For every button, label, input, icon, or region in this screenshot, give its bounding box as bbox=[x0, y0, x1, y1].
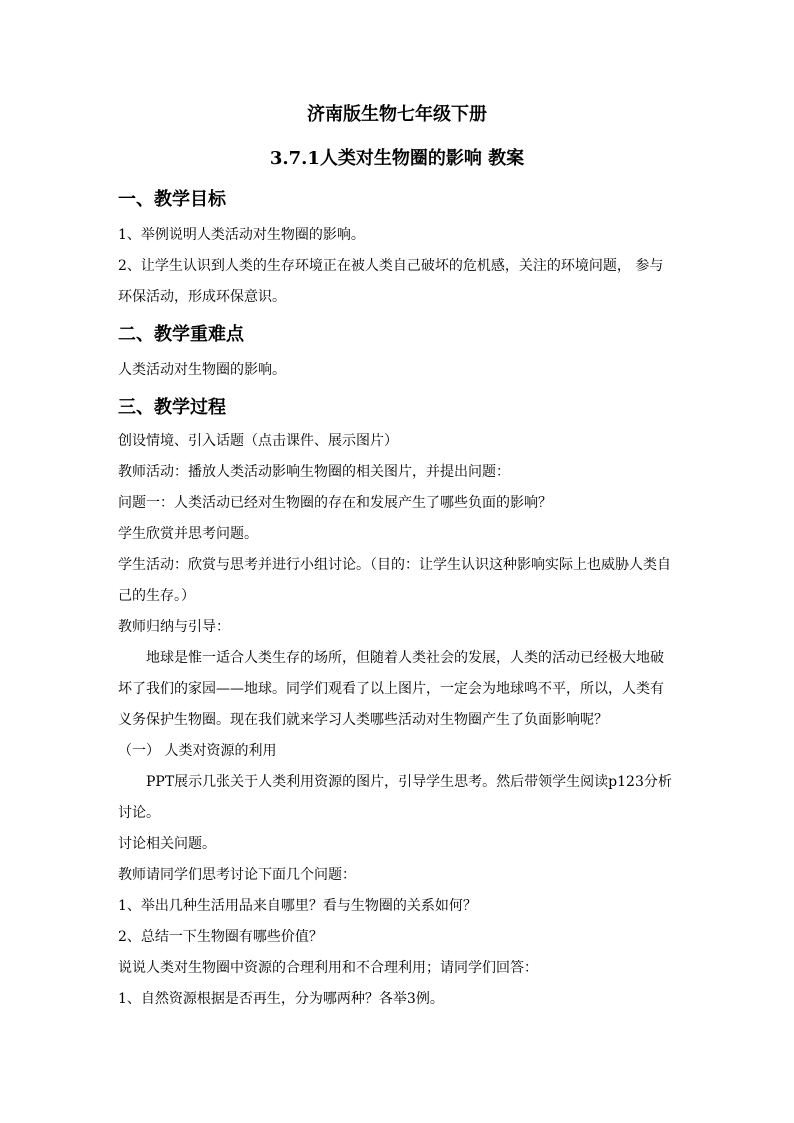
process-line: 说说人类对生物圈中资源的合理利用和不合理利用；请同学们回答： bbox=[118, 960, 538, 976]
objective-item-2: 2、让学生认识到人类的生存环境正在被人类自己破坏的危机感，关注的环境问题， 参与环保活动，形成环保意识。 bbox=[118, 258, 664, 305]
process-line: 讨论相关问题。 bbox=[118, 836, 216, 852]
process-line: 创设情境、引入话题（点击课件、展示图片） bbox=[118, 433, 398, 449]
process-line: 学生欣赏并思考问题。 bbox=[118, 526, 258, 542]
document-title: 济南版生物七年级下册 bbox=[307, 104, 487, 125]
process-line: 学生活动：欣赏与思考并进行小组讨论。（目的：让学生认识这种影响实际上也威胁人类自己的生存。） bbox=[118, 557, 671, 604]
question-item: 1、自然资源根据是否再生，分为哪两种？各举3例。 bbox=[118, 991, 444, 1007]
document-subtitle: 3.7.1人类对生物圈的影响 教案 bbox=[269, 148, 525, 169]
objective-item-1: 1、举例说明人类活动对生物圈的影响。 bbox=[118, 227, 365, 243]
question-item: 2、总结一下生物圈有哪些价值？ bbox=[118, 929, 323, 945]
process-line: 教师活动：播放人类活动影响生物圈的相关图片，并提出问题： bbox=[118, 464, 510, 480]
process-paragraph: PPT展示几张关于人类利用资源的图片，引导学生思考。然后带领学生阅读p123分析讨论。 bbox=[118, 774, 672, 821]
section-heading-objectives: 一、教学目标 bbox=[118, 189, 226, 210]
question-item: 1、举出几种生活用品来自哪里？看与生物圈的关系如何？ bbox=[118, 898, 477, 914]
process-paragraph: 地球是惟一适合人类生存的场所，但随着人类社会的发展，人类的活动已经极大地破坏了我们的家园——地球。同学们观看了以上图片，一定会为地球鸣不平，所以，人类有义务保护生物圈。现在我们就来学习人类哪些活动对生物圈产生了负面影响呢？ bbox=[118, 650, 664, 728]
process-line: 教师请同学们思考讨论下面几个问题： bbox=[118, 867, 356, 883]
process-line: 问题一：人类活动已经对生物圈的存在和发展产生了哪些负面的影响？ bbox=[118, 495, 552, 511]
section-heading-key-points: 二、教学重难点 bbox=[118, 324, 244, 345]
key-points-text: 人类活动对生物圈的影响。 bbox=[118, 362, 286, 378]
subsection-heading: （一） 人类对资源的利用 bbox=[118, 743, 277, 759]
document-body bbox=[118, 188, 674, 1015]
process-line: 教师归纳与引导： bbox=[118, 619, 230, 635]
section-heading-process: 三、教学过程 bbox=[118, 397, 226, 418]
